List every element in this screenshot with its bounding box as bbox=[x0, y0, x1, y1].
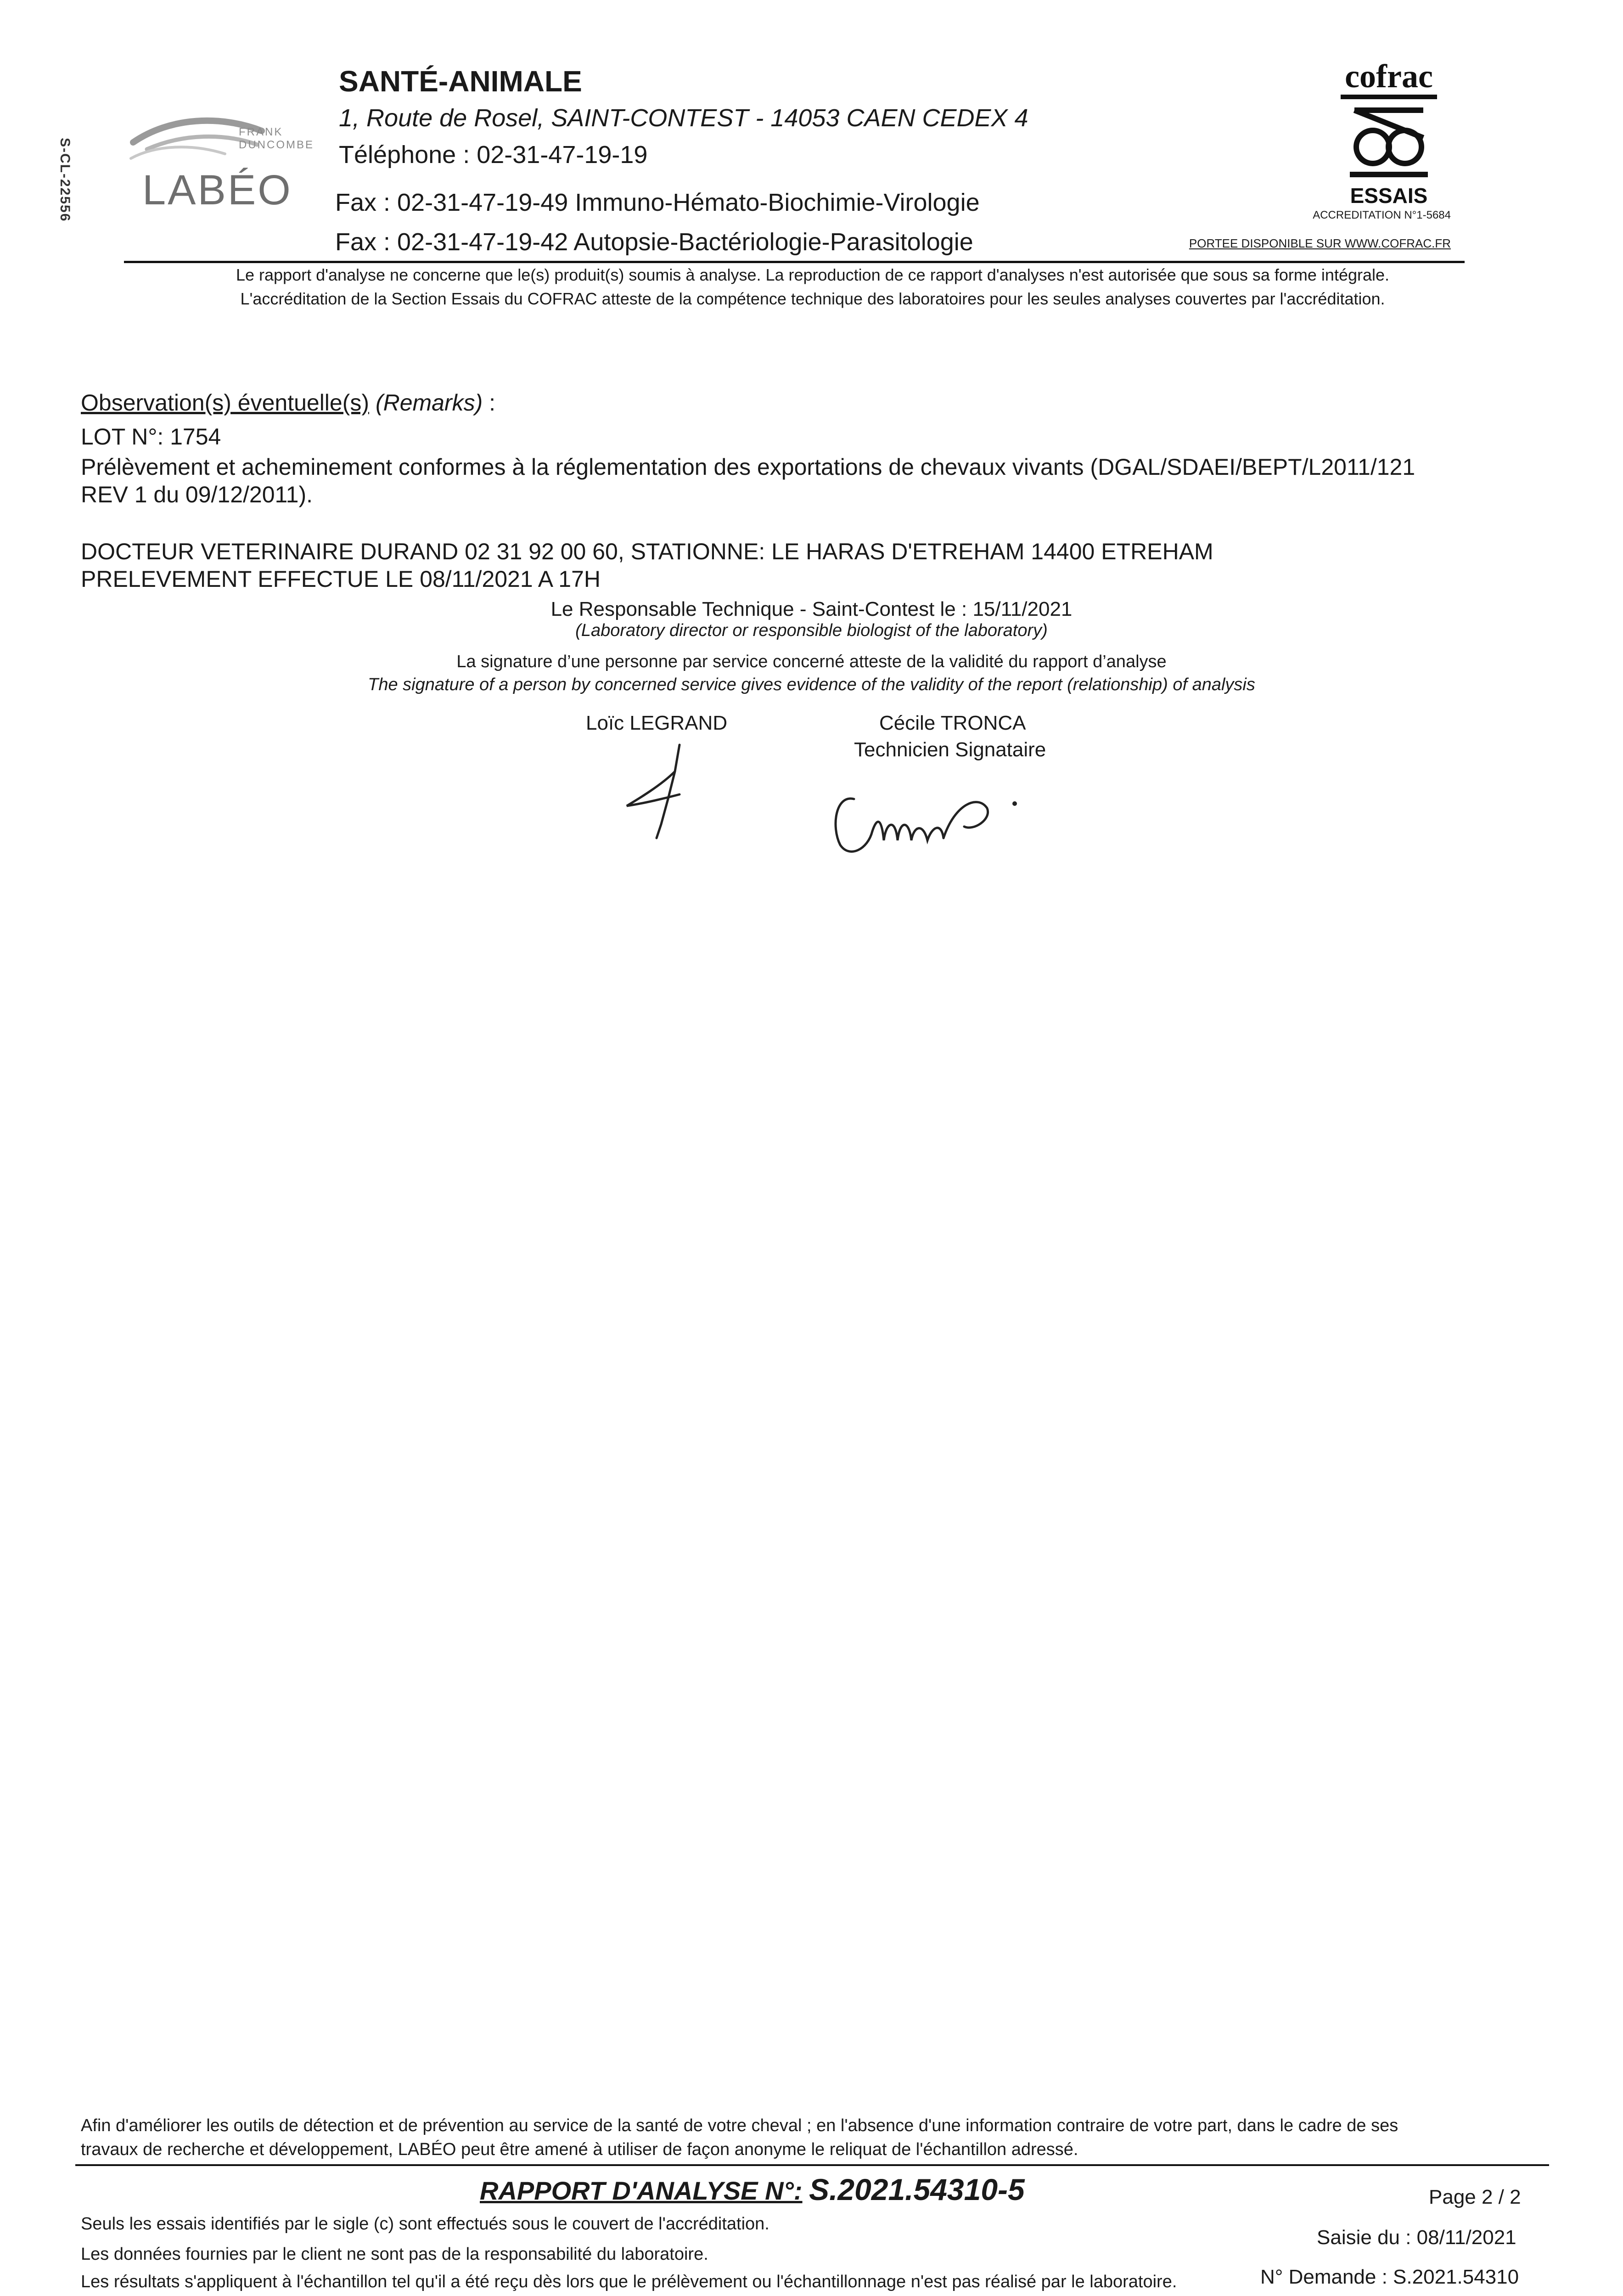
labeo-logo bbox=[129, 90, 321, 223]
validity-statement-en: The signature of a person by concerned service gives evidence of the validity of the report (relationship) of analysis bbox=[368, 675, 1255, 694]
lab-fax-1: Fax : 02-31-47-19-49 Immuno-Hémato-Biochimie-Virologie bbox=[335, 189, 980, 216]
footer-small-line-1: Seuls les essais identifiés par le sigle (c) sont effectués sous le couvert de l'accréditation. bbox=[81, 2214, 769, 2234]
logo-sub1: FRANK bbox=[239, 126, 283, 138]
signature-1 bbox=[611, 739, 712, 845]
lab-address: 1, Route de Rosel, SAINT-CONTEST - 14053 CAEN CEDEX 4 bbox=[339, 104, 1028, 132]
observations-label-en: (Remarks) bbox=[375, 390, 483, 416]
observations-label: Observation(s) éventuelle(s) bbox=[81, 390, 370, 416]
lab-fax-2: Fax : 02-31-47-19-42 Autopsie-Bactériologie-Parasitologie bbox=[335, 228, 973, 256]
observation-line-1: Prélèvement et acheminement conformes à la réglementation des exportations de chevaux vivants (DGAL/SDAEI/BEPT/L2011/121 bbox=[81, 454, 1415, 480]
signature-2 bbox=[822, 776, 1042, 868]
observations-heading bbox=[81, 389, 495, 416]
footer-small-line-2: Les données fournies par le client ne sont pas de la responsabilité du laboratoire. bbox=[81, 2245, 708, 2264]
signer-1-name: Loïc LEGRAND bbox=[586, 712, 728, 734]
demande-number: N° Demande : S.2021.54310 bbox=[1260, 2266, 1519, 2288]
responsable-line: Le Responsable Technique - Saint-Contest le : 15/11/2021 bbox=[550, 598, 1073, 620]
accreditation-number: ACCREDITATION N°1-5684 bbox=[1313, 209, 1451, 221]
signer-2-role: Technicien Signataire bbox=[854, 738, 1046, 761]
cofrac-logo bbox=[1322, 60, 1455, 207]
veterinarian-line: DOCTEUR VETERINAIRE DURAND 02 31 92 00 60, STATIONNE: LE HARAS D'ETREHAM 14400 ETREHAM bbox=[81, 539, 1213, 564]
lot-number: LOT N°: 1754 bbox=[81, 424, 221, 450]
observations-colon: : bbox=[483, 390, 496, 416]
document-code: S-CL-22556 bbox=[57, 138, 73, 222]
signer-2-name: Cécile TRONCA bbox=[879, 712, 1026, 734]
lab-title: SANTÉ-ANIMALE bbox=[339, 65, 582, 98]
header-rule bbox=[124, 261, 1465, 263]
cofrac-name: cofrac bbox=[1345, 60, 1433, 95]
rapport-number: S.2021.54310-5 bbox=[809, 2172, 1025, 2206]
cofrac-essais: ESSAIS bbox=[1350, 184, 1428, 207]
lab-telephone: Téléphone : 02-31-47-19-19 bbox=[339, 141, 648, 169]
footer-rule bbox=[75, 2164, 1549, 2166]
logo-sub2: DUNCOMBE bbox=[239, 139, 314, 151]
sampling-line: PRELEVEMENT EFFECTUE LE 08/11/2021 A 17H bbox=[81, 566, 601, 592]
saisie-date: Saisie du : 08/11/2021 bbox=[1317, 2226, 1516, 2249]
logo-brand: LABÉO bbox=[142, 167, 292, 214]
disclaimer-line-1: Le rapport d'analyse ne concerne que le(s) produit(s) soumis à analyse. La reproduction de ce rapport d'analyses n'est autorisée que sous sa forme intégrale. bbox=[236, 265, 1390, 284]
footer-small-line-3: Les résultats s'appliquent à l'échantillon tel qu'il a été reçu dès lors que le prélèvement ou l'échantillonnage n'est pas réalisé par le laboratoire. bbox=[81, 2272, 1177, 2291]
footer-note-line-1: Afin d'améliorer les outils de détection et de prévention au service de la santé de votre cheval ; en l'absence d'une information contraire de votre part, dans le cadre de ses bbox=[81, 2116, 1398, 2135]
footer-note-line-2: travaux de recherche et développement, LABÉO peut être amené à utiliser de façon anonyme le reliquat de l'échantillon adressé. bbox=[81, 2140, 1078, 2159]
portee-link: PORTEE DISPONIBLE SUR WWW.COFRAC.FR bbox=[1189, 236, 1451, 250]
rapport-label: RAPPORT D'ANALYSE N°: bbox=[480, 2176, 803, 2205]
page-number: Page 2 / 2 bbox=[1429, 2186, 1521, 2208]
responsable-line-en: (Laboratory director or responsible biologist of the laboratory) bbox=[575, 621, 1048, 640]
observation-line-2: REV 1 du 09/12/2011). bbox=[81, 482, 313, 507]
validity-statement-fr: La signature d’une personne par service concerné atteste de la validité du rapport d’analyse bbox=[456, 652, 1167, 671]
disclaimer-line-2: L'accréditation de la Section Essais du COFRAC atteste de la compétence technique des laboratoires pour les seules analyses couvertes par l'accréditation. bbox=[240, 289, 1385, 308]
